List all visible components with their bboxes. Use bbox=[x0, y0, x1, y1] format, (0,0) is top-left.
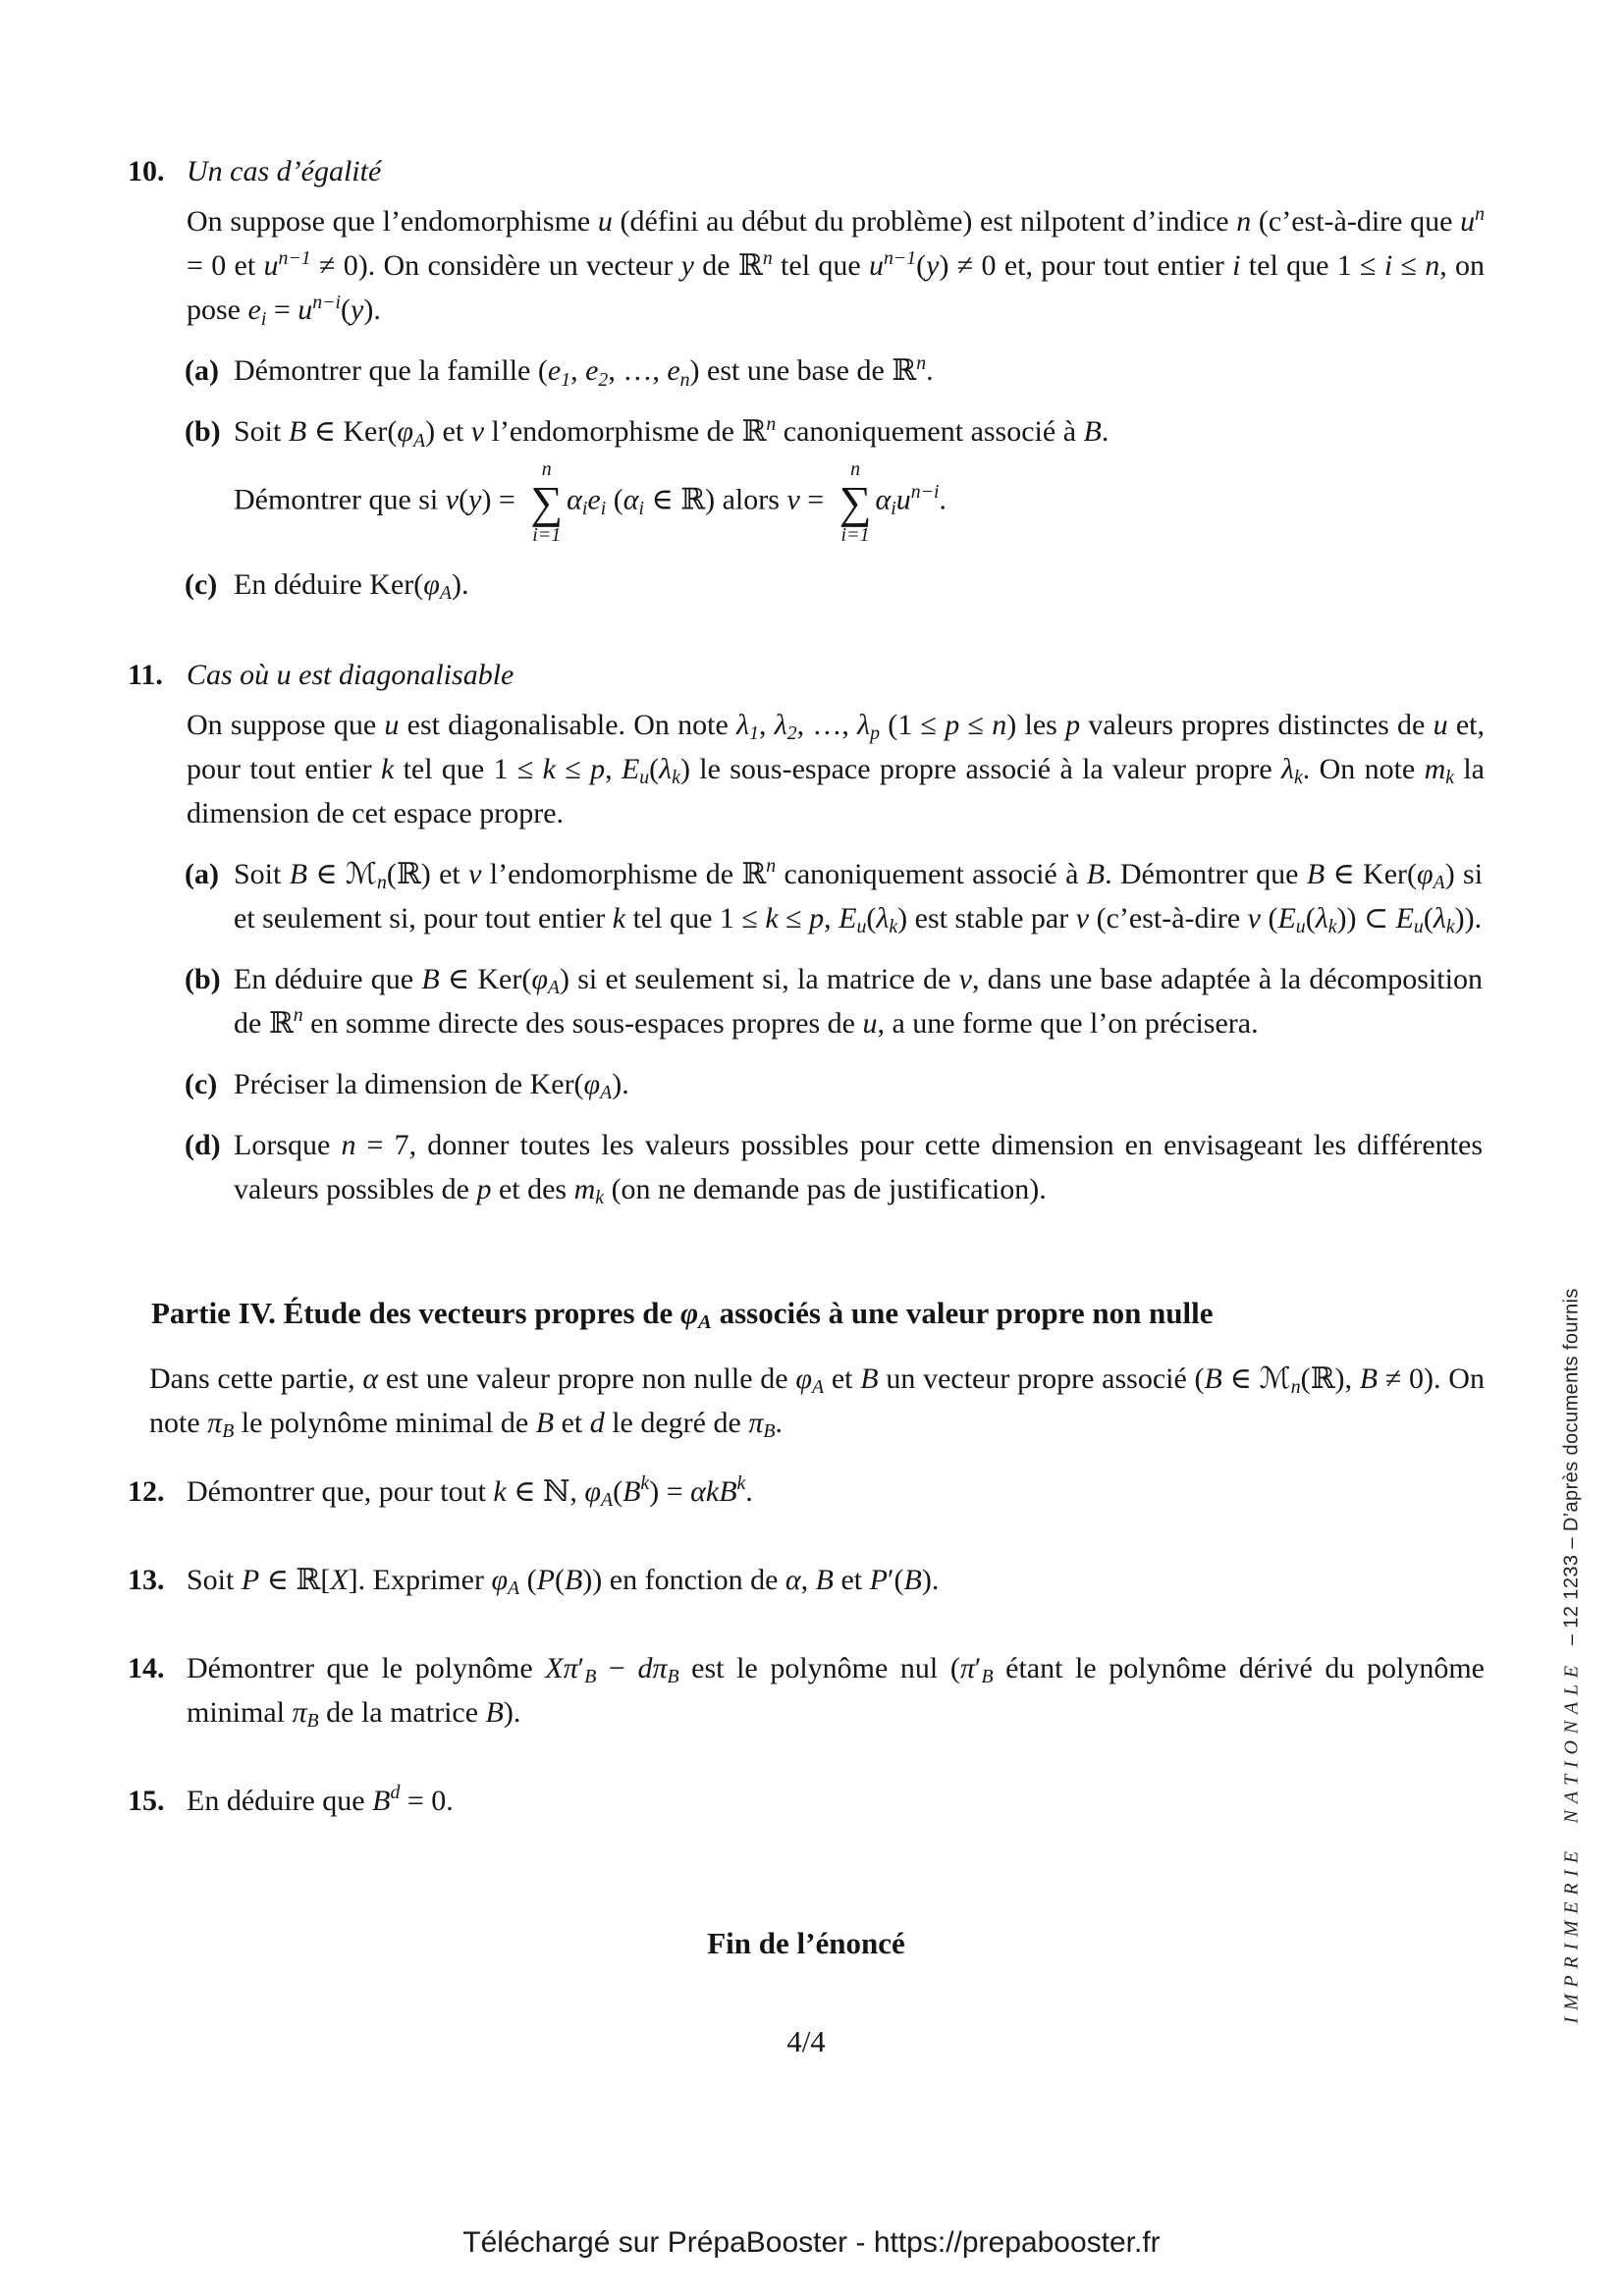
question-13 bbox=[128, 1558, 1485, 1602]
part-4-heading: Partie IV. Étude des vecteurs propres de $\varphi_A$ associés à une valeur propre non nulle bbox=[151, 1295, 1214, 1334]
sub-item-11b bbox=[185, 957, 1483, 1045]
page-number: 4/4 bbox=[786, 2023, 826, 2058]
sub-item-text: En déduire $Ker(\varphi_A)$. bbox=[234, 567, 469, 605]
sub-item-label: (c) bbox=[185, 1067, 218, 1100]
part-4-intro: Dans cette partie, α est une valeur propre non nulle de $\varphi_A$ et B un vecteur propre associé (B ∈ ℳ$_n$(ℝ), B ≠ 0). On note $\pi_B$ le polynôme minimal de B et d le degré de $\pi_B$. bbox=[149, 1362, 1485, 1443]
question-13-text: Soit P ∈ ℝ[X]. Exprimer $\varphi_A$ (P(B)) en fonction de α, B et P′(B). bbox=[187, 1563, 940, 1600]
question-12-number: 12. bbox=[128, 1474, 165, 1508]
printer-reference: – 12 1233 – D’après documents fournis bbox=[1560, 1288, 1582, 1646]
sub-item-label: (a) bbox=[185, 354, 219, 387]
question-14-number: 14. bbox=[128, 1651, 165, 1684]
question-10-number: 10. bbox=[128, 155, 165, 187]
question-11-number: 11. bbox=[128, 658, 163, 691]
question-15-number: 15. bbox=[128, 1784, 165, 1817]
question-10-heading bbox=[128, 149, 1485, 193]
sub-item-text: Lorsque n = 7, donner toutes les valeurs possibles pour cette dimension en envisageant les différentes valeurs possibles de p et des $m_k$ (on ne demande pas de justification). bbox=[234, 1128, 1484, 1209]
question-10-title: Un cas d’égalité bbox=[187, 155, 382, 187]
question-11 bbox=[128, 653, 1485, 1211]
question-11-heading bbox=[128, 653, 1485, 697]
sub-item-10b bbox=[185, 409, 1483, 546]
question-12-text: Démontrer que, pour tout k ∈ ℕ, $\varphi_A(B^k) = \alpha kB^k$. bbox=[187, 1472, 753, 1512]
question-12 bbox=[128, 1469, 1485, 1514]
download-footer-link[interactable]: Téléchargé sur PrépaBooster - https://prepabooster.fr bbox=[462, 2226, 1161, 2259]
printer-name: IMPRIMERIE NATIONALE bbox=[1560, 1659, 1582, 2024]
sub-item-label: (a) bbox=[185, 857, 219, 890]
sub-item-11c bbox=[185, 1062, 1483, 1106]
question-13-number: 13. bbox=[128, 1563, 165, 1596]
question-11-intro: On suppose que u est diagonalisable. On note $\lambda_1$, $\lambda_2$, …, $\lambda_p$ (1 ≤ p ≤ n) les p valeurs propres distinctes de u et, pour tout entier k tel que 1 ≤ k ≤ p, $E_u(\lambda_k)$ le sous-espace propre associé à la valeur propre $\lambda_k$. On note $m_k$ la dimension de cet espace propre. bbox=[187, 708, 1485, 829]
question-10 bbox=[128, 149, 1485, 607]
sub-item-text: Préciser la dimension de $Ker(\varphi_A)$. bbox=[234, 1067, 629, 1104]
question-14 bbox=[128, 1646, 1485, 1735]
sub-item-10c bbox=[185, 562, 1483, 607]
end-of-statement-label: Fin de l’énoncé bbox=[707, 1925, 905, 1960]
sub-item-text: Soit B ∈ $Ker(\varphi_A)$ et v l’endomorphisme de ℝ$^n$ canoniquement associé à B. bbox=[234, 412, 1109, 452]
exam-content bbox=[128, 149, 1485, 2063]
question-11-title: Cas où u est diagonalisable bbox=[187, 658, 514, 691]
sub-item-11a bbox=[185, 852, 1484, 940]
sub-item-formula: Démontrer que si v(y) = n ∑ i=1 $\alpha_ie_i$ ($\alpha_i$ ∈ ℝ) alors v = n ∑ i=1 $\alpha_iu^{n-i}$. bbox=[234, 458, 947, 546]
question-15 bbox=[128, 1779, 1485, 1823]
question-14-text: Démontrer que le polynôme $X\pi'_B - d\pi_B$ est le polynôme nul ($\pi'_B$ étant le polynôme dérivé du polynôme minimal $\pi_B$ de la matrice B). bbox=[187, 1651, 1485, 1733]
sub-item-10a bbox=[185, 348, 1483, 393]
sub-item-label: (b) bbox=[185, 962, 221, 995]
sub-item-label: (b) bbox=[185, 415, 221, 448]
sub-item-11d bbox=[185, 1123, 1484, 1211]
sub-item-label: (c) bbox=[185, 567, 218, 601]
printer-sidebar bbox=[1559, 1288, 1585, 2024]
sub-item-text: Démontrer que la famille ($e_1$, $e_2$, …, $e_n$) est une base de ℝ$^n$. bbox=[234, 351, 934, 391]
question-10-intro: On suppose que l’endomorphisme u (défini au début du problème) est nilpotent d’indice n (c’est-à-dire que $u^n = 0$ et $u^{n-1} \ne 0$). On considère un vecteur y de ℝ$^n$ tel que $u^{n-1}(y) \ne 0$ et, pour tout entier i tel que 1 ≤ i ≤ n, on pose $e_i = u^{n-i}(y)$. bbox=[187, 202, 1486, 330]
sub-item-text: En déduire que B ∈ $Ker(\varphi_A)$ si et seulement si, la matrice de v, dans une base adaptée à la décomposition de ℝ$^n$ en somme directe des sous-espaces propres de u, a une forme que l’on précisera. bbox=[234, 962, 1483, 1040]
question-15-text: En déduire que $B^d = 0$. bbox=[187, 1782, 454, 1817]
sub-item-label: (d) bbox=[185, 1128, 221, 1161]
sub-item-text: Soit B ∈ ℳ$_n$(ℝ) et v l’endomorphisme de ℝ$^n$ canoniquement associé à B. Démontrer que B ∈ $Ker(\varphi_A)$ si et seulement si, pour tout entier k tel que 1 ≤ k ≤ p, $E_u(\lambda_k)$ est stable par v (c’est-à-dire v $(E_u(\lambda_k))$ ⊂ $E_u(\lambda_k)$). bbox=[234, 855, 1484, 938]
